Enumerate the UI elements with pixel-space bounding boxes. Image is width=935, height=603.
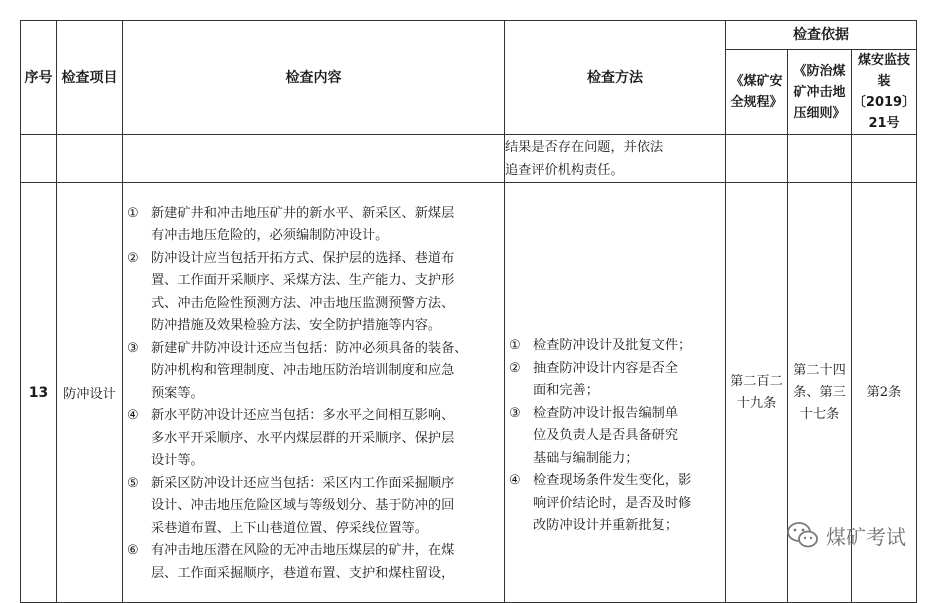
content-line: 防冲措施及效果检验方法、安全防护措施等内容。 (151, 318, 442, 334)
prev-item-cell (57, 135, 123, 183)
method-line: 面和完善； (533, 383, 599, 399)
header-method: 检查方法 (505, 21, 726, 135)
row-content-cell (123, 183, 505, 603)
basis-rockburst-rules: 第二十四条、第三十七条 (788, 183, 852, 603)
content-item (123, 473, 504, 541)
content-line: 多水平开采顺序、水平内煤层群的开采顺序、保护层 (151, 430, 455, 446)
content-item-number: ⑥ (127, 543, 139, 559)
basis-notice: 第2条 (852, 183, 917, 603)
prev-method-line: 结果是否存在问题，并依法 (505, 139, 664, 155)
content-item (123, 405, 504, 473)
content-line: 有冲击地压潜在风险的无冲击地压煤层的矿井，在煤 (151, 543, 455, 559)
header-content: 检查内容 (123, 21, 505, 135)
content-item (123, 248, 504, 338)
content-item-number: ③ (127, 340, 139, 356)
method-line: 检查防冲设计及批复文件； (533, 338, 692, 354)
content-line: 新建矿井防冲设计还应当包括：防冲必须具备的装备、 (151, 340, 468, 356)
method-item-number: ③ (509, 405, 521, 421)
method-item (505, 335, 725, 358)
content-item (123, 203, 504, 248)
watermark-text: 煤矿考试 (826, 524, 906, 549)
content-line: 设计等。 (151, 453, 204, 469)
content-line: 新水平防冲设计还应当包括：多水平之间相互影响、 (151, 408, 455, 424)
content-line: 有冲击地压危险的，必须编制防冲设计。 (151, 228, 389, 244)
content-line: 预案等。 (151, 385, 204, 401)
method-item (505, 403, 725, 471)
row-method-cell (505, 183, 726, 603)
row-item: 防冲设计 (57, 183, 123, 603)
method-item-number: ① (509, 338, 521, 354)
table-row (21, 183, 917, 603)
header-basis: 检查依据 (726, 21, 917, 50)
content-line: 设计、冲击地压危险区域与等级划分、基于防冲的回 (151, 498, 455, 514)
method-line: 位及负责人是否具备研究 (533, 428, 679, 444)
method-line: 基础与编制能力； (533, 450, 639, 466)
method-item (505, 358, 725, 403)
prev-method-cell (505, 135, 726, 183)
content-line: 防冲机构和管理制度、冲击地压防治培训制度和应急 (151, 363, 455, 379)
method-item-number: ② (509, 360, 521, 376)
wechat-logo-icon (786, 520, 820, 550)
previous-row (21, 135, 917, 183)
prev-seq-cell (21, 135, 57, 183)
method-line: 抽查防冲设计内容是否全 (533, 360, 679, 376)
prev-method-line: 追查评价机构责任。 (505, 162, 624, 178)
watermark (786, 520, 906, 550)
content-line: 新采区防冲设计还应当包括：采区内工作面采掘顺序 (151, 475, 455, 491)
content-item-number: ① (127, 205, 139, 221)
content-line: 层、工作面采掘顺序，巷道布置、支护和煤柱留设， (151, 565, 455, 581)
content-item-number: ⑤ (127, 475, 139, 491)
header-basis-safety-rules: 《煤矿安全规程》 (726, 50, 788, 135)
method-line: 响评价结论时，是否及时修 (533, 495, 692, 511)
row-seq: 13 (21, 183, 57, 603)
content-item-number: ④ (127, 408, 139, 424)
content-line: 新建矿井和冲击地压矿井的新水平、新采区、新煤层 (151, 205, 455, 221)
content-line: 式、冲击危险性预测方法、冲击地压监测预警方法、 (151, 295, 455, 311)
inspection-table (20, 20, 917, 603)
method-line: 检查现场条件发生变化，影 (533, 473, 692, 489)
basis-safety-rules: 第二百二十九条 (726, 183, 788, 603)
content-item (123, 540, 504, 585)
header-basis-rockburst-rules: 《防治煤矿冲击地压细则》 (788, 50, 852, 135)
prev-content-cell (123, 135, 505, 183)
content-item (123, 338, 504, 406)
method-item-number: ④ (509, 473, 521, 489)
content-item-number: ② (127, 250, 139, 266)
header-seq: 序号 (21, 21, 57, 135)
method-item (505, 470, 725, 538)
content-line: 置、工作面开采顺序、采煤方法、生产能力、支护形 (151, 273, 455, 289)
method-line: 检查防冲设计报告编制单 (533, 405, 679, 421)
content-line: 采巷道布置、上下山巷道位置、停采线位置等。 (151, 520, 428, 536)
header-basis-notice: 煤安监技装〔2019〕21号 (852, 50, 917, 135)
content-line: 防冲设计应当包括开拓方式、保护层的选择、巷道布 (151, 250, 455, 266)
header-item: 检查项目 (57, 21, 123, 135)
method-line: 改防冲设计并重新批复； (533, 518, 679, 534)
